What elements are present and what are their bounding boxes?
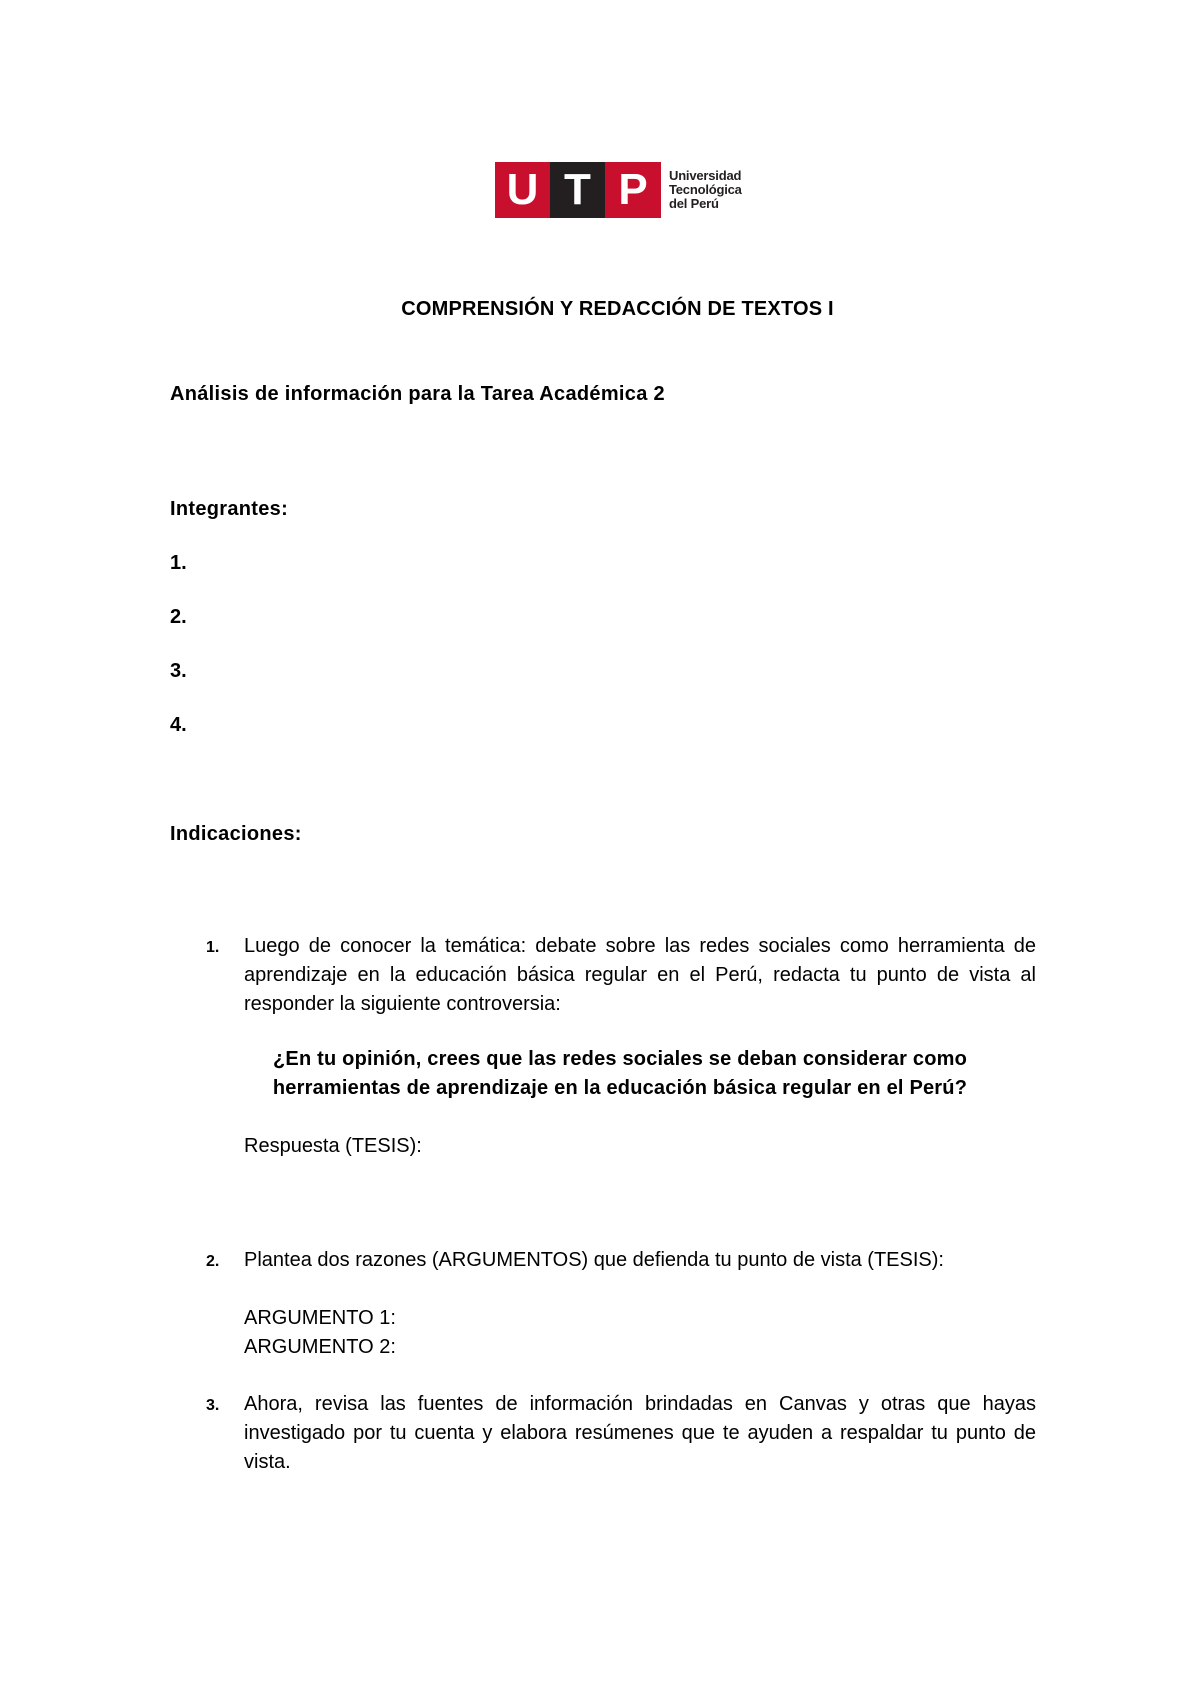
logo-letter-t: T: [550, 162, 605, 218]
member-item-3: 3.: [170, 660, 187, 682]
members-label: Integrantes:: [170, 498, 289, 520]
logo-letter-u: U: [495, 162, 550, 218]
instruction-item-3: [206, 1390, 1036, 1477]
member-item-4: 4.: [170, 714, 187, 736]
instruction-text-3: Ahora, revisa las fuentes de información brindadas en Canvas y otras que hayas investigado por tu cuenta y elabora resúmenes que te ayuden a respaldar tu punto de vista.: [244, 1393, 1036, 1473]
answer-label: Respuesta (TESIS):: [244, 1135, 422, 1157]
argument-1-label: ARGUMENTO 1:: [244, 1307, 396, 1329]
instructions-label: Indicaciones:: [170, 823, 302, 845]
logo-text-line-2: Tecnológica: [669, 182, 742, 197]
document-subtitle: Análisis de información para la Tarea Académica 2: [170, 383, 665, 405]
instruction-number-1: 1.: [206, 939, 220, 956]
member-item-2: 2.: [170, 606, 187, 628]
logo-text-line-3: del Perú: [669, 196, 719, 211]
document-title: COMPRENSIÓN Y REDACCIÓN DE TEXTOS I: [401, 298, 834, 320]
instruction-item-2: [206, 1246, 1036, 1275]
logo-text-line-1: Universidad: [669, 168, 742, 183]
logo-text: [669, 162, 742, 218]
instruction-text-1: Luego de conocer la temática: debate sobre las redes sociales como herramienta de aprendizaje en la educación básica regular en el Perú, redacta tu punto de vista al responder la siguiente controversia:: [244, 935, 1036, 1015]
member-item-1: 1.: [170, 552, 187, 574]
instruction-number-2: 2.: [206, 1253, 220, 1270]
instruction-number-3: 3.: [206, 1397, 220, 1414]
utp-logo: [495, 162, 742, 218]
controversy-question: ¿En tu opinión, crees que las redes sociales se deban considerar como herramientas de aprendizaje en la educación básica regular en el Perú?: [272, 1048, 968, 1099]
instruction-item-1: [206, 932, 1036, 1019]
instruction-text-2: Plantea dos razones (ARGUMENTOS) que defienda tu punto de vista (TESIS):: [244, 1249, 944, 1271]
argument-2-label: ARGUMENTO 2:: [244, 1336, 396, 1358]
logo-letter-p: P: [605, 162, 661, 218]
